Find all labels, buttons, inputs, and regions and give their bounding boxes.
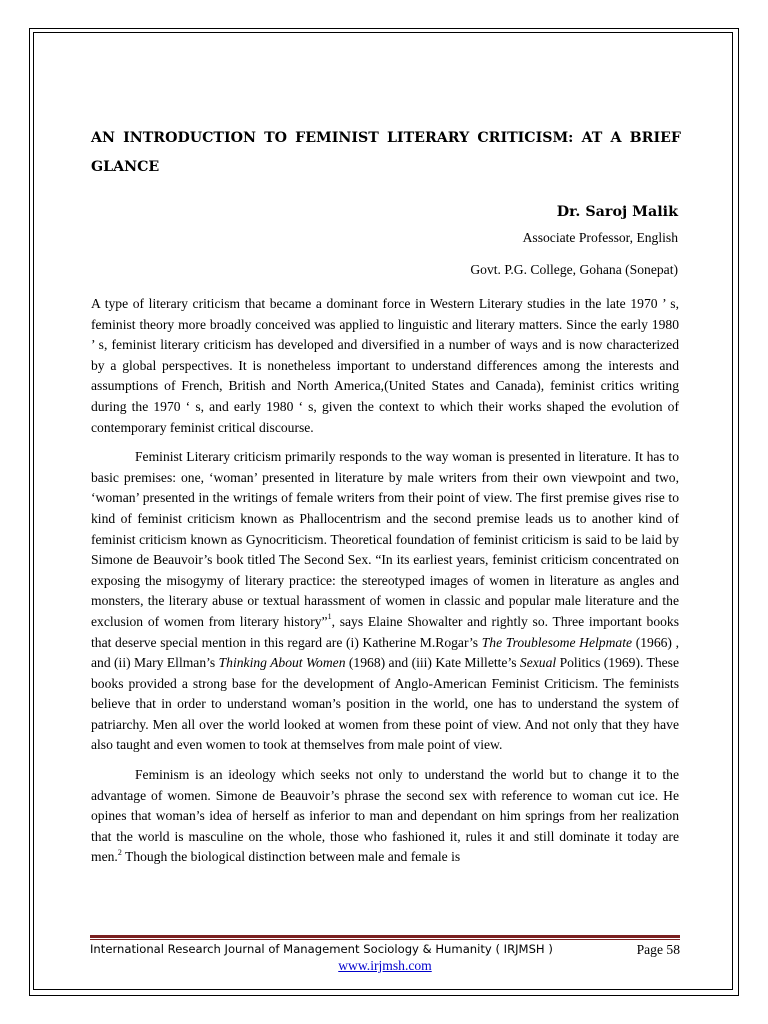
journal-name: International Research Journal of Management Sociology & Humanity ( IRJMSH ) xyxy=(90,942,553,956)
footnote-ref-1: 1 xyxy=(327,612,332,622)
author-name: Dr. Saroj Malik xyxy=(556,204,678,220)
paragraph-2-text-e: Politics (1969). These books provided a strong base for the development of Anglo-American Feminist Criticism. The feminists believe that in order to understand woman’s position in the world, one has to understand the system of patriarchy. Men all over the world looked at women from these point of view. And not only that they have also taught and even women to took at themselves from male point of view. xyxy=(91,655,680,753)
paragraph-2-text-d: (1968) and (iii) Kate Millette’s xyxy=(345,655,520,671)
page-footer xyxy=(90,942,680,956)
footnote-ref-2: 2 xyxy=(117,847,122,857)
paragraph-3 xyxy=(91,765,679,868)
book-title-thinking-about-women: Thinking About Women xyxy=(218,655,346,671)
paragraph-1: A type of literary criticism that became a dominant force in Western Literary studies in the late 1970 ’ s, feminist theory more broadly conceived was applied to linguistic and literary matters. Since the early 1980 ’ s, feminist literary criticism has developed and diversified in a number of ways and is now characterized by a global perspectives. It is nonetheless important to understand differences among the interests and assumptions of French, British and North America,(United States and Canada), feminist critics writing during the 1970 ‘ s, and early 1980 ‘ s, given the context to which their works shaped the evolution of contemporary feminist critical discourse. xyxy=(91,296,679,435)
footer-rule-thin xyxy=(90,939,680,940)
footer-rule-thick xyxy=(90,935,680,938)
article-title: AN INTRODUCTION TO FEMINIST LITERARY CRITICISM: AT A BRIEF GLANCE xyxy=(91,130,681,175)
article-body xyxy=(91,294,679,877)
paragraph-3-text-b: Though the biological distinction between male and female is xyxy=(121,849,461,865)
page-number: Page 58 xyxy=(636,942,680,957)
paragraph-2-text-b: , says Elaine Showalter and rightly so. Three important books that deserve special mention in this regard are (i) Katherine M.Rogar’s xyxy=(91,613,679,650)
paragraph-3-text-a: Feminism is an ideology which seeks not only to understand the world but to change it to the advantage of women. Simone de Beauvoir’s phrase the second sex with reference to woman cut ice. He opines that woman’s idea of herself as inferior to man and dependant on him springs from her realization that the world is masculine on the whole, those who fashioned it, rules it and still dominate it today are men. xyxy=(91,767,679,865)
book-title-troublesome-helpmate: The Troublesome Helpmate xyxy=(481,634,633,650)
paragraph-2-text-a: Feminist Literary criticism primarily responds to the way woman is presented in literature. It has to basic premises: one, ‘woman’ presented in literature by male writers from their own viewpoint and two, ‘woman’ presented in the writings of female writers from their point of view. The first premise gives rise to kind of feminist criticism known as Phallocentrism and the second premise leads us to another kind of feminist criticism known as Gynocriticism. Theoretical foundation of feminist criticism is said to be laid by Simone de Beauvoir’s book titled The Second Sex. “In its earliest years, feminist criticism concentrated on exposing the misogymy of literary practice: the stereotyped images of women in literature as angles and monsters, the literary abuse or textual harassment of women in classic and popular male literature and the exclusion of women from literary history” xyxy=(91,449,679,629)
author-institution: Govt. P.G. College, Gohana (Sonepat) xyxy=(470,262,678,277)
paragraph-2-text-c: (1966) , and (ii) Mary Ellman’s xyxy=(91,634,679,671)
book-title-sexual: Sexual xyxy=(519,655,557,671)
journal-website-link[interactable]: www.irjmsh.com xyxy=(338,958,432,973)
paragraph-2 xyxy=(91,447,679,756)
author-position: Associate Professor, English xyxy=(522,230,678,245)
